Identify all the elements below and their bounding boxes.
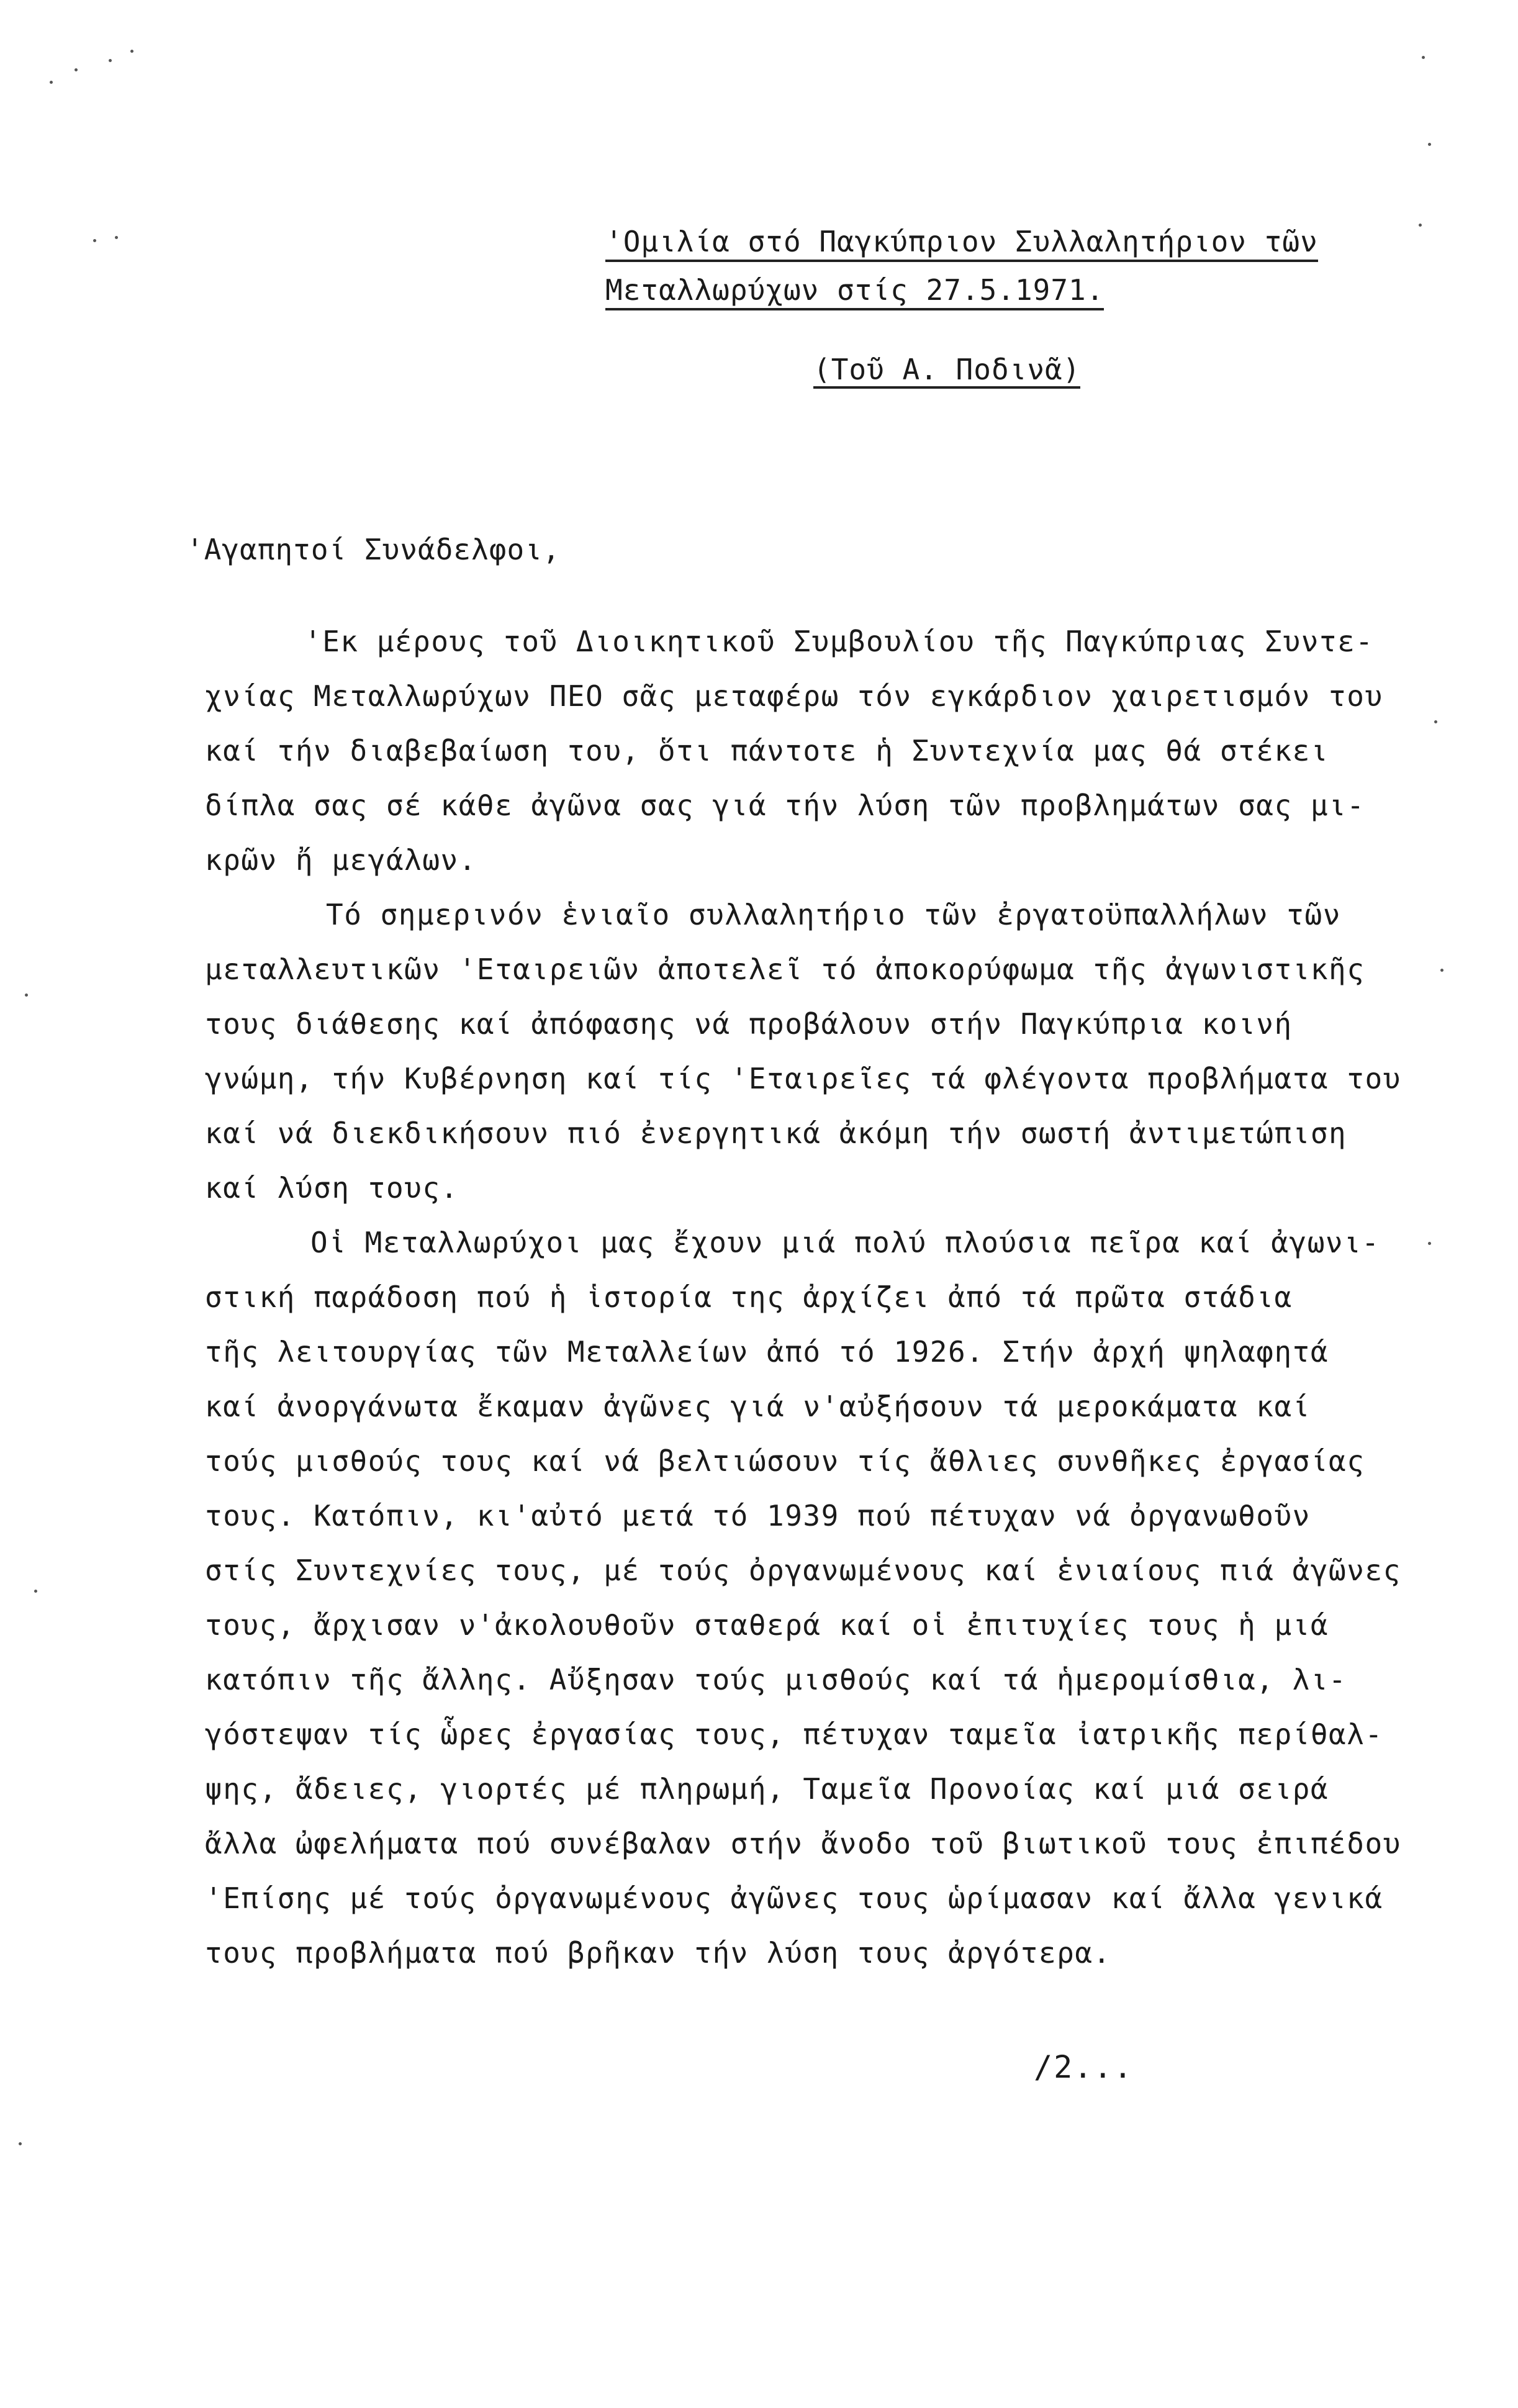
- body-line: ἄλλα ὠφελήματα πού συνέβαλαν στήν ἄνοδο τοῦ βιωτικοῦ τους ἐπιπέδου: [205, 1827, 1401, 1860]
- body-line: δίπλα σας σέ κάθε ἀγῶνα σας γιά τήν λύση τῶν προβλημάτων σας μι-: [205, 789, 1365, 822]
- body-line: κατόπιν τῆς ἄλλης. Αὔξησαν τούς μισθούς καί τά ἡμερομίσθια, λι-: [205, 1663, 1347, 1696]
- body-line: 'Επίσης μέ τούς ὀργανωμένους ἀγῶνες τους ὡρίμασαν καί ἄλλα γενικά: [205, 1881, 1383, 1915]
- body-line: καί τήν διαβεβαίωση του, ὅτι πάντοτε ἡ Συντεχνία μας θά στέκει: [205, 734, 1329, 767]
- body-line: καί ἀνοργάνωτα ἔκαμαν ἀγῶνες γιά ν'αὐξήσουν τά μεροκάματα καί: [205, 1390, 1311, 1423]
- body-line: 'Εκ μέρους τοῦ Διοικητικοῦ Συμβουλίου τῆς Παγκύπριας Συντε-: [304, 625, 1374, 658]
- body-line: τούς μισθούς τους καί νά βελτιώσουν τίς ἄθλιες συνθῆκες ἐργασίας: [205, 1444, 1365, 1478]
- salutation: 'Αγαπητοί Συνάδελφοι,: [186, 533, 561, 566]
- body-line: καί λύση τους.: [205, 1171, 459, 1205]
- body-line: στική παράδοση πού ἡ ἱστορία της ἀρχίζει ἀπό τά πρῶτα στάδια: [205, 1280, 1293, 1314]
- page-number: /2...: [1034, 2049, 1134, 2085]
- body-line: στίς Συντεχνίες τους, μέ τούς ὀργανωμένους καί ἑνιαίους πιά ἀγῶνες: [205, 1554, 1401, 1587]
- title-line-1: 'Ομιλία στό Παγκύπριον Συλλαλητήριον τῶν: [605, 225, 1318, 262]
- body-line: κρῶν ἤ μεγάλων.: [205, 843, 477, 877]
- body-line: Τό σημερινόν ἑνιαῖο συλλαλητήριο τῶν ἐργατοϋπαλλήλων τῶν: [326, 898, 1341, 931]
- body-line: γόστεψαν τίς ὧρες ἐργασίας τους, πέτυχαν ταμεῖα ἰατρικῆς περίθαλ-: [205, 1718, 1383, 1751]
- body-line: Οἱ Μεταλλωρύχοι μας ἔχουν μιά πολύ πλούσια πεῖρα καί ἀγωνι-: [310, 1226, 1380, 1259]
- body-line: τῆς λειτουργίας τῶν Μεταλλείων ἀπό τό 1926. Στήν ἀρχή ψηλαφητά: [205, 1335, 1329, 1369]
- title-line-2: Μεταλλωρύχων στίς 27.5.1971.: [605, 273, 1104, 310]
- body-line: τους διάθεσης καί ἀπόφασης νά προβάλουν στήν Παγκύπρια κοινή: [205, 1007, 1293, 1041]
- body-line: γνώμη, τήν Κυβέρνηση καί τίς 'Εταιρεῖες τά φλέγοντα προβλήματα του: [205, 1062, 1401, 1095]
- body-line: χνίας Μεταλλωρύχων ΠΕΟ σᾶς μεταφέρω τόν εγκάρδιον χαιρετισμόν του: [205, 679, 1383, 713]
- body-line: μεταλλευτικῶν 'Εταιρειῶν ἀποτελεῖ τό ἀποκορύφωμα τῆς ἀγωνιστικῆς: [205, 953, 1365, 986]
- body-line: ψης, ἄδειες, γιορτές μέ πληρωμή, Ταμεῖα Προνοίας καί μιά σειρά: [205, 1772, 1329, 1806]
- body-line: τους. Κατόπιν, κι'αὐτό μετά τό 1939 πού πέτυχαν νά ὀργανωθοῦν: [205, 1499, 1311, 1532]
- author-line: (Τοῦ Α. Ποδινᾶ): [813, 353, 1080, 389]
- body-line: καί νά διεκδικήσουν πιό ἐνεργητικά ἀκόμη τήν σωστή ἀντιμετώπιση: [205, 1116, 1347, 1150]
- body-line: τους προβλήματα πού βρῆκαν τήν λύση τους ἀργότερα.: [205, 1936, 1111, 1970]
- body-line: τους, ἄρχισαν ν'ἀκολουθοῦν σταθερά καί οἱ ἐπιτυχίες τους ἡ μιά: [205, 1608, 1329, 1642]
